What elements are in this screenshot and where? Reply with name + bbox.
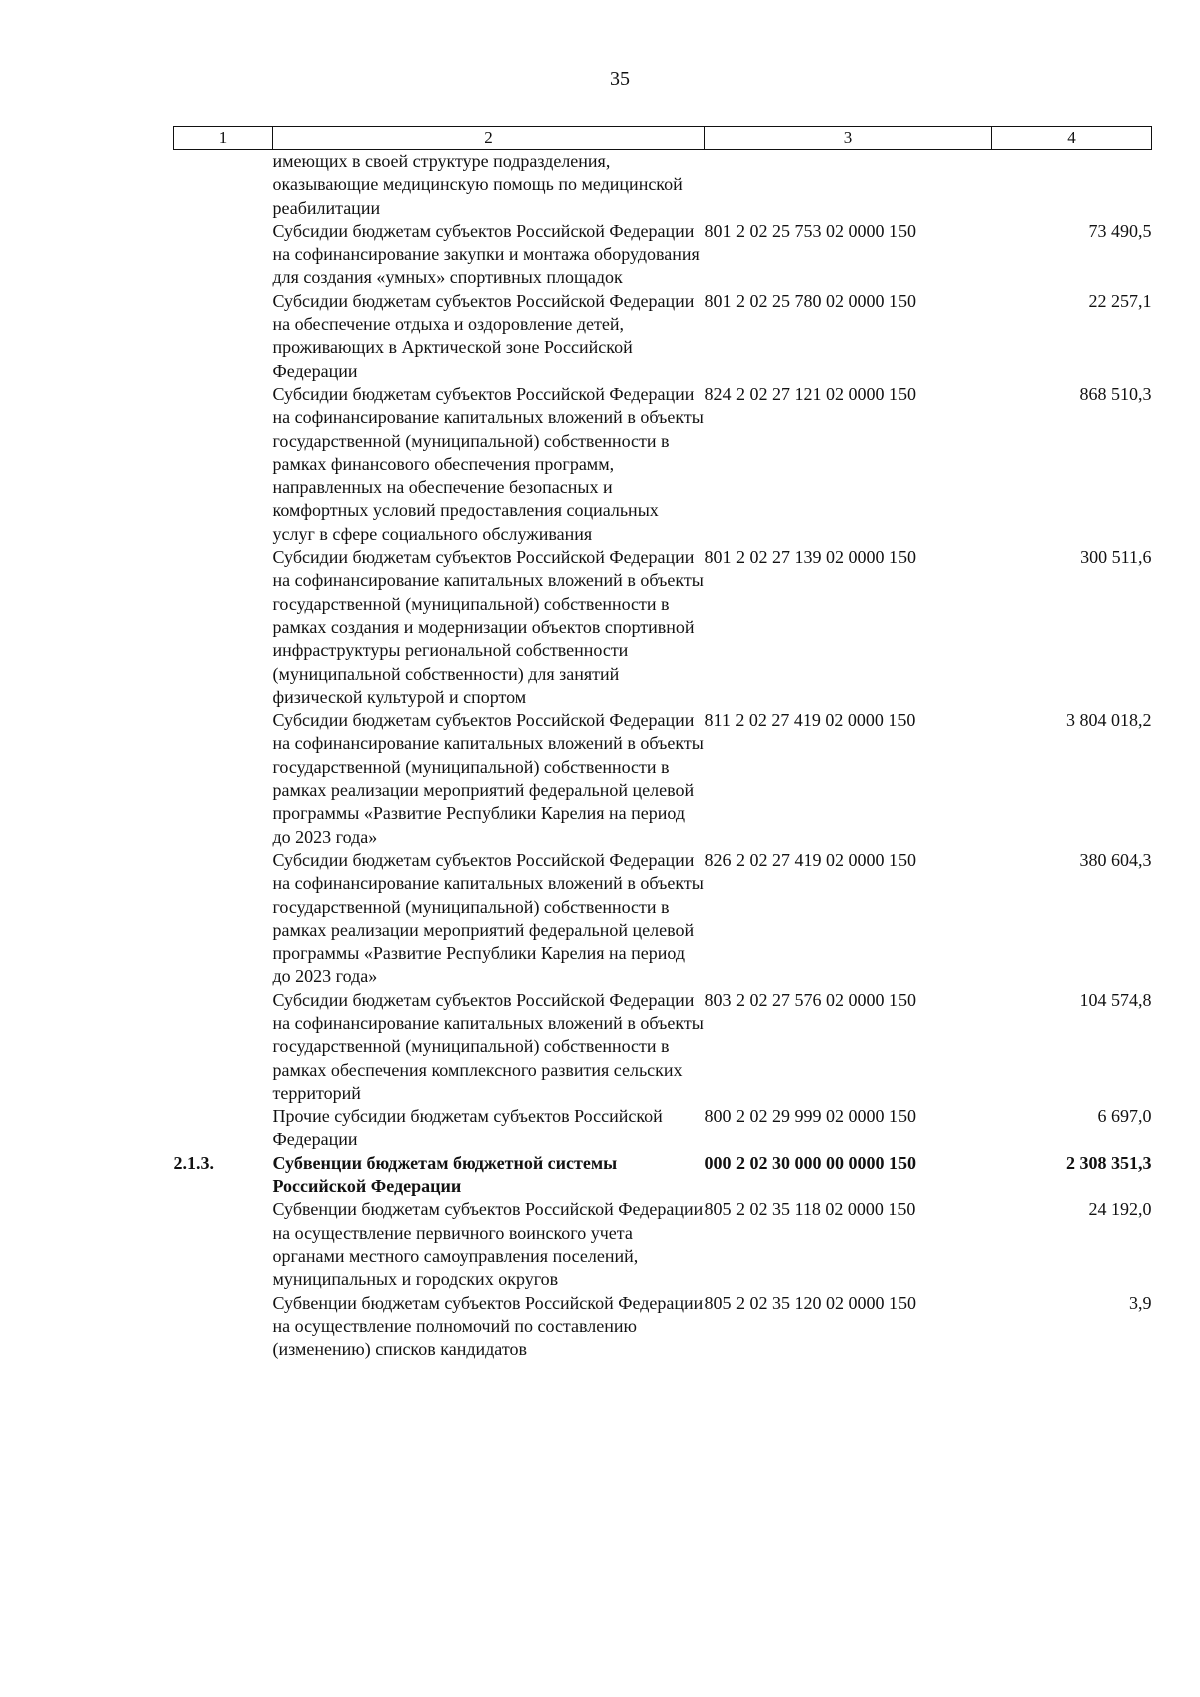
row-number bbox=[174, 849, 273, 989]
row-code: 800 2 02 29 999 02 0000 150 bbox=[704, 1106, 916, 1127]
table-row bbox=[174, 546, 1152, 709]
row-code: 801 2 02 27 139 02 0000 150 bbox=[704, 547, 916, 568]
row-code: 000 2 02 30 000 00 0000 150 bbox=[704, 1152, 916, 1173]
row-code: 826 2 02 27 419 02 0000 150 bbox=[704, 849, 916, 870]
row-number bbox=[174, 989, 273, 1105]
row-value: 6 697,0 bbox=[1097, 1106, 1152, 1127]
row-name: Субвенции бюджетам субъектов Российской Федерации на осуществление первичного воинского учета органами местного самоуправления поселений, муниципальных и городских округов bbox=[272, 1199, 704, 1290]
row-number bbox=[174, 220, 273, 290]
row-number bbox=[174, 546, 273, 709]
row-value: 104 574,8 bbox=[1079, 989, 1152, 1010]
row-value: 2 308 351,3 bbox=[1066, 1152, 1152, 1173]
row-code: 811 2 02 27 419 02 0000 150 bbox=[704, 710, 916, 731]
row-number bbox=[174, 150, 273, 220]
table-row bbox=[174, 150, 1152, 220]
table-row bbox=[174, 1292, 1152, 1362]
row-value: 22 257,1 bbox=[1088, 290, 1152, 311]
table-header bbox=[174, 127, 1152, 150]
row-value: 300 511,6 bbox=[1080, 547, 1152, 568]
row-code: 805 2 02 35 120 02 0000 150 bbox=[704, 1292, 916, 1313]
row-name: Субсидии бюджетам субъектов Российской Федерации на софинансирование капитальных вложений в объекты государственной (муниципальной) собственности в рамках создания и модернизации объектов спортивной инфраструктуры региональной собственности (муниципальной собственности) для занятий физической культурой и спортом bbox=[272, 547, 704, 707]
header-row bbox=[174, 127, 1152, 150]
table-row bbox=[174, 1152, 1152, 1199]
row-code bbox=[705, 150, 992, 220]
row-value bbox=[992, 150, 1152, 220]
row-name: Субсидии бюджетам субъектов Российской Федерации на софинансирование капитальных вложений в объекты государственной (муниципальной) собственности в рамках обеспечения комплексного развития сельских территорий bbox=[272, 989, 704, 1103]
table-row bbox=[174, 1105, 1152, 1152]
table-row bbox=[174, 989, 1152, 1105]
row-number bbox=[174, 1198, 273, 1291]
row-number: 2.1.3. bbox=[173, 1152, 214, 1173]
row-value: 3,9 bbox=[1129, 1292, 1152, 1313]
page-number: 35 bbox=[610, 68, 630, 90]
table-row bbox=[174, 220, 1152, 290]
row-code: 803 2 02 27 576 02 0000 150 bbox=[704, 989, 916, 1010]
row-name: Субсидии бюджетам субъектов Российской Федерации на обеспечение отдыха и оздоровление детей, проживающих в Арктической зоне Российской Федерации bbox=[272, 290, 695, 381]
table-row bbox=[174, 290, 1152, 383]
budget-table bbox=[173, 126, 1152, 1361]
row-name: Субсидии бюджетам субъектов Российской Федерации на софинансирование закупки и монтажа оборудования для создания «умных» спортивных площадок bbox=[272, 220, 700, 288]
row-number bbox=[174, 383, 273, 546]
row-value: 3 804 018,2 bbox=[1066, 710, 1152, 731]
row-number bbox=[174, 1292, 273, 1362]
row-value: 380 604,3 bbox=[1079, 849, 1152, 870]
row-name: Прочие субсидии бюджетам субъектов Российской Федерации bbox=[272, 1106, 663, 1150]
table-row bbox=[174, 709, 1152, 849]
table-body bbox=[174, 150, 1152, 1362]
row-value: 24 192,0 bbox=[1088, 1199, 1152, 1220]
row-name: Субвенции бюджетам бюджетной системы Российской Федерации bbox=[272, 1152, 618, 1197]
row-code: 801 2 02 25 780 02 0000 150 bbox=[704, 290, 916, 311]
row-value: 73 490,5 bbox=[1088, 220, 1152, 241]
row-name: Субсидии бюджетам субъектов Российской Федерации на софинансирование капитальных вложений в объекты государственной (муниципальной) собственности в рамках финансового обеспечения программ, направленных на обеспечение безопасных и комфортных условий предоставления социальных услуг в сфере социального обслуживания bbox=[272, 383, 704, 544]
table-row bbox=[174, 849, 1152, 989]
row-number bbox=[174, 709, 273, 849]
row-code: 805 2 02 35 118 02 0000 150 bbox=[704, 1199, 916, 1220]
row-code: 824 2 02 27 121 02 0000 150 bbox=[704, 383, 916, 404]
row-name: Субсидии бюджетам субъектов Российской Федерации на софинансирование капитальных вложений в объекты государственной (муниципальной) собственности в рамках реализации мероприятий федеральной целевой программы «Развитие Республики Карелия на период до 2023 года» bbox=[272, 710, 704, 847]
row-name: Субсидии бюджетам субъектов Российской Федерации на софинансирование капитальных вложений в объекты государственной (муниципальной) собственности в рамках реализации мероприятий федеральной целевой программы «Развитие Республики Карелия на период до 2023 года» bbox=[272, 849, 704, 987]
table-row bbox=[174, 383, 1152, 546]
header-col-2: 2 bbox=[273, 127, 705, 150]
row-number bbox=[174, 1105, 273, 1152]
row-name: Субвенции бюджетам субъектов Российской Федерации на осуществление полномочий по составлению (изменению) списков кандидатов bbox=[272, 1292, 704, 1360]
row-code: 801 2 02 25 753 02 0000 150 bbox=[704, 220, 916, 241]
row-value: 868 510,3 bbox=[1079, 383, 1152, 404]
table-row bbox=[174, 1198, 1152, 1291]
header-col-3: 3 bbox=[705, 127, 992, 150]
header-col-1: 1 bbox=[174, 127, 273, 150]
row-number bbox=[174, 290, 273, 383]
row-name: имеющих в своей структуре подразделения, оказывающие медицинскую помощь по медицинской реабилитации bbox=[272, 151, 683, 218]
header-col-4: 4 bbox=[992, 127, 1152, 150]
